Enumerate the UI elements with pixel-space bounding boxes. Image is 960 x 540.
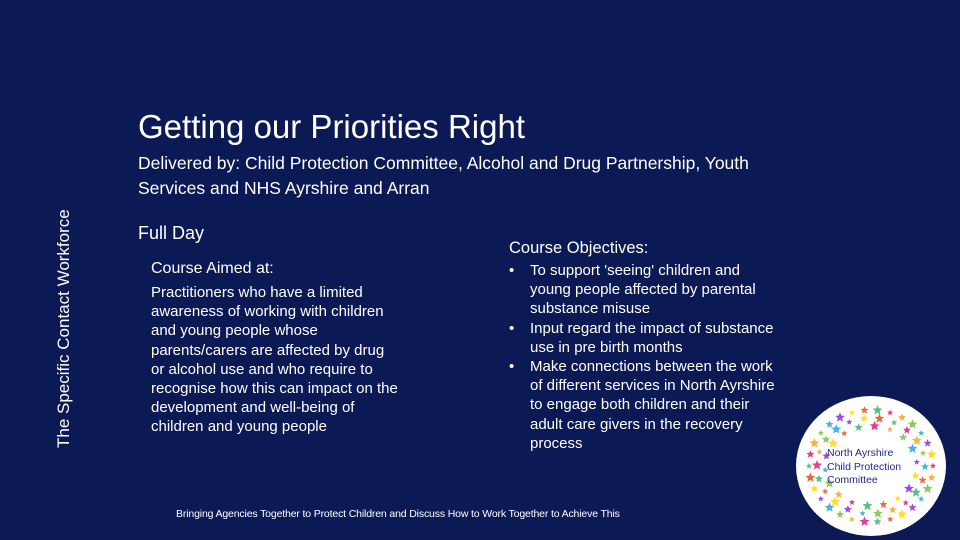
star-icon [899,433,907,441]
footer-tagline: Bringing Agencies Together to Protect Children and Discuss How to Work Together to Achieve This [176,508,620,520]
star-icon [860,414,868,422]
star-icon [875,413,885,422]
star-icon [873,405,883,414]
star-icon [861,406,869,414]
bullet-icon: • [509,319,515,337]
star-icon [809,438,819,447]
star-icon [927,449,937,458]
star-icon [818,496,824,502]
objectives-list [509,261,784,453]
star-icon [912,435,922,444]
slide-title: Getting our Priorities Right [138,108,525,145]
star-icon [887,426,893,432]
aimed-at-heading: Course Aimed at: [151,260,274,277]
star-icon [887,516,893,522]
star-icon [855,423,863,431]
objective-item [509,319,784,357]
course-duration: Full Day [138,223,205,243]
star-icon [835,412,845,421]
star-icon [830,497,840,506]
star-icon [835,490,843,498]
star-icon [805,472,815,481]
star-icon [860,517,870,526]
star-icon [879,500,887,508]
star-icon [887,410,893,416]
cpc-logo [796,396,946,536]
objectives-heading: Course Objectives: [509,239,649,257]
star-icon [911,487,921,496]
star-icon [844,505,852,513]
objective-text: Make connections between the work of different services in North Ayrshire to engage both children and their adult care givers in the recovery process [530,358,775,452]
star-icon [806,450,814,458]
star-icon [897,509,907,518]
star-icon [874,518,882,526]
star-icon [924,439,932,447]
star-icon [812,460,822,469]
star-icon [870,421,880,430]
star-icon [903,500,909,506]
star-icon [831,424,841,433]
star-icon [849,516,855,522]
star-icon [909,503,917,511]
logo-line-2: Child Protection [827,460,902,473]
star-icon [889,506,897,514]
objective-item [509,261,784,319]
star-icon [923,484,933,493]
star-icon [898,413,906,421]
star-icon [930,463,936,469]
star-icon [836,510,844,518]
star-icon [903,426,911,434]
star-icon [873,508,883,517]
logo-line-1: North Ayrshire [827,447,894,459]
side-title: The Specific Contact Workforce [54,209,73,448]
logo-line-3: Committee [827,474,878,486]
bullet-icon: • [509,262,515,279]
star-icon [841,430,847,436]
star-icon [822,488,828,494]
star-icon [826,420,834,428]
star-icon [920,450,926,456]
star-icon [919,476,927,484]
star-icon [849,499,855,505]
star-icon [860,510,866,516]
logo-text [827,447,917,488]
star-icon [816,449,822,455]
star-icon [806,463,812,469]
star-icon [921,463,929,471]
star-icon [810,485,818,493]
star-icon [815,475,823,483]
star-icon [895,495,901,501]
star-icon [849,410,855,416]
delivered-by-text: Delivered by: Child Protection Committee, Alcohol and Drug Partnership, Youth Services and NHS Ayrshire and Arran [138,153,749,198]
star-icon [908,419,918,428]
star-icon [918,430,924,436]
star-icon [891,419,897,425]
aimed-at-body: Practitioners who have a limited awareness of working with children and young people whose parents/carers are affected by drug or alcohol use and who require to recognise how this can impact on the development and well-being of children and young people [151,284,398,436]
objective-text: Input regard the impact of substance use in pre birth months [530,319,774,356]
star-icon [863,501,873,510]
bullet-icon: • [509,358,515,376]
star-icon [846,419,852,425]
star-icon [928,473,936,481]
star-icon [818,430,824,436]
objective-text: To support 'seeing' children and young people affected by parental substance misuse [530,262,756,318]
objective-item [509,357,784,453]
